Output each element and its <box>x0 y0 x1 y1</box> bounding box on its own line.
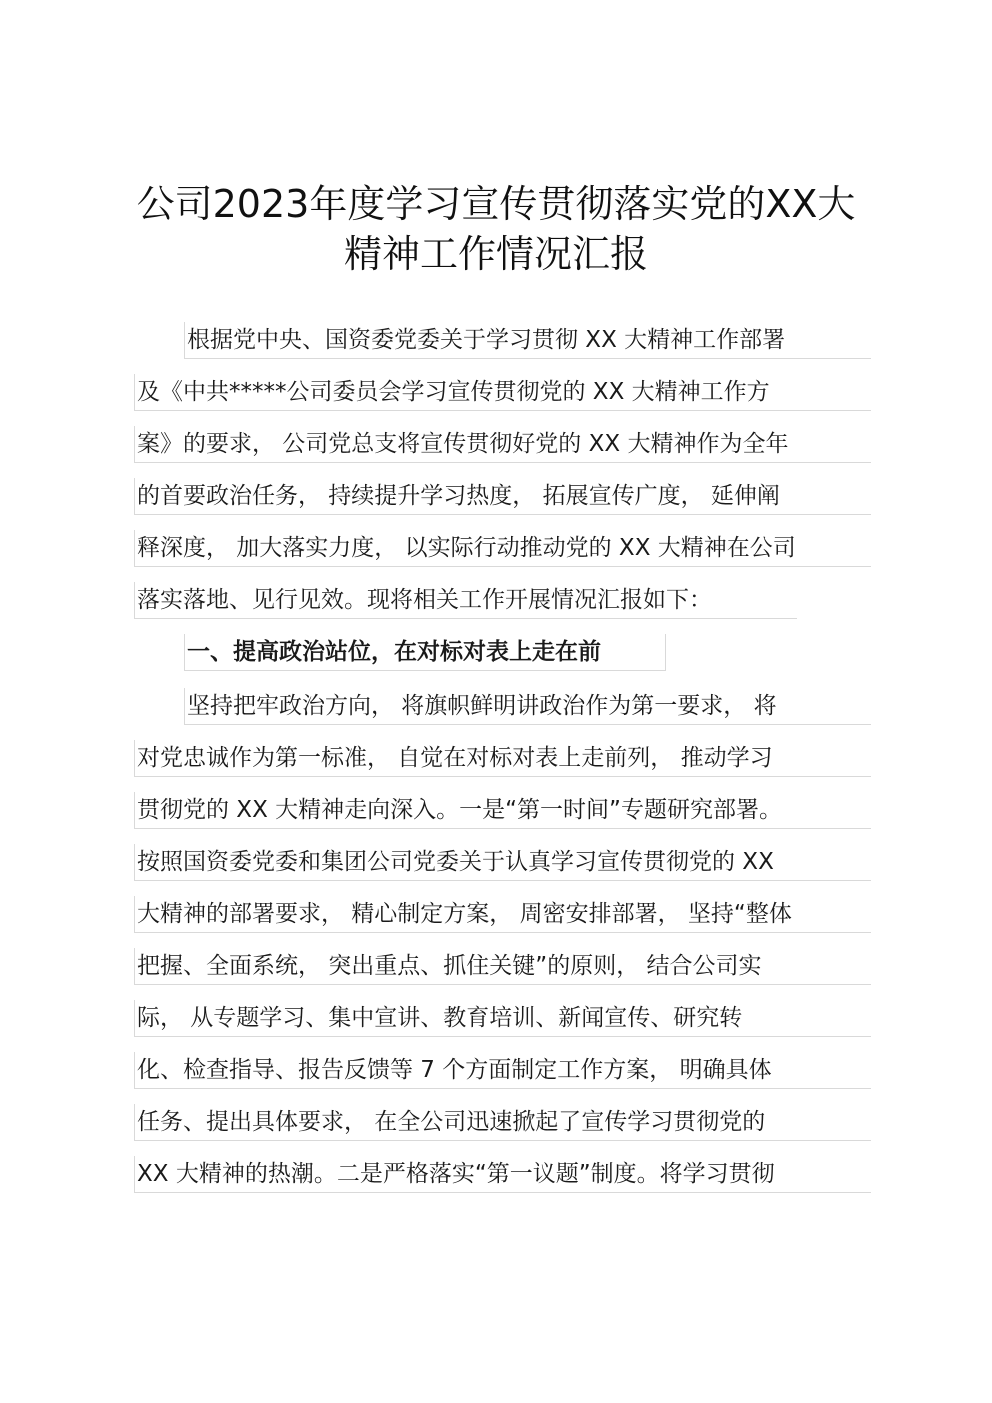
paragraph-line: XX 大精神的热潮。二是严格落实“第一议题”制度。将学习贯彻 <box>134 1156 871 1193</box>
paragraph-line: 坚持把牢政治方向， 将旗帜鲜明讲政治作为第一要求， 将 <box>184 688 871 725</box>
section-heading: 一、提高政治站位，在对标对表上走在前 <box>184 634 666 671</box>
paragraph-line: 大精神的部署要求， 精心制定方案， 周密安排部署， 坚持“整体 <box>134 896 871 933</box>
paragraph-line: 及《中共*****公司委员会学习宣传贯彻党的 XX 大精神工作方 <box>134 374 871 411</box>
paragraph-line: 根据党中央、国资委党委关于学习贯彻 XX 大精神工作部署 <box>184 322 871 359</box>
paragraph-line: 贯彻党的 XX 大精神走向深入。一是“第一时间”专题研究部署。 <box>134 792 871 829</box>
paragraph-line: 对党忠诚作为第一标准， 自觉在对标对表上走前列， 推动学习 <box>134 740 871 777</box>
paragraph-line: 化、检查指导、报告反馈等 7 个方面制定工作方案， 明确具体 <box>134 1052 871 1089</box>
paragraph-line: 案》的要求， 公司党总支将宣传贯彻好党的 XX 大精神作为全年 <box>134 426 871 463</box>
paragraph-line: 按照国资委党委和集团公司党委关于认真学习宣传贯彻党的 XX <box>134 844 871 881</box>
paragraph-line: 释深度， 加大落实力度， 以实际行动推动党的 XX 大精神在公司 <box>134 530 871 567</box>
paragraph-line: 把握、全面系统， 突出重点、抓住关键”的原则， 结合公司实 <box>134 948 871 985</box>
paragraph-line: 际， 从专题学习、集中宣讲、教育培训、新闻宣传、研究转 <box>134 1000 871 1037</box>
document-title-line-1: 公司2023年度学习宣传贯彻落实党的XX大 <box>136 182 856 226</box>
paragraph-line: 任务、提出具体要求， 在全公司迅速掀起了宣传学习贯彻党的 <box>134 1104 871 1141</box>
paragraph-line: 落实落地、见行见效。现将相关工作开展情况汇报如下： <box>134 582 797 619</box>
paragraph-line: 的首要政治任务， 持续提升学习热度， 拓展宣传广度， 延伸阐 <box>134 478 871 515</box>
document-title-line-2: 精神工作情况汇报 <box>343 232 648 276</box>
